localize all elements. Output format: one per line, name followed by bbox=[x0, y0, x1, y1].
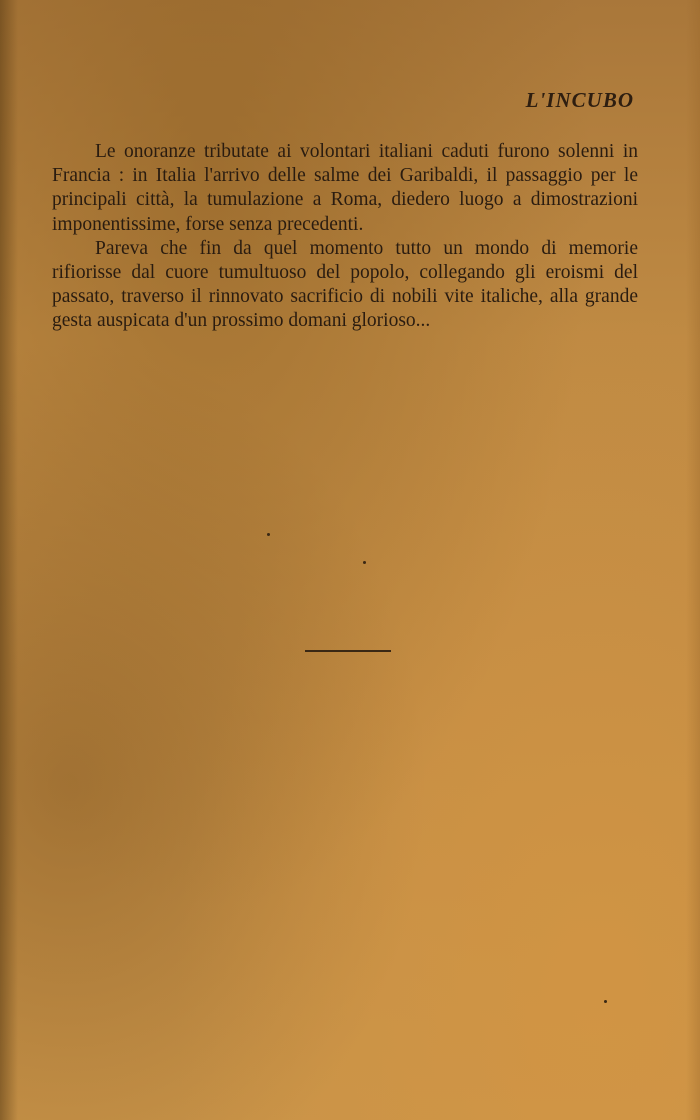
running-head: L'INCUBO bbox=[525, 88, 634, 112]
paragraph-2: Pareva che fin da quel momento tutto un mondo di memorie rifiorisse dal cuore tumultuoso del popolo, collegando gli eroismi del passato, traverso il rinnovato sacrificio di nobili vite italiche, alla grande gesta auspicata d'un prossimo domani glorioso... bbox=[52, 237, 638, 332]
body-text bbox=[52, 140, 638, 334]
ink-speck bbox=[267, 533, 270, 536]
paragraph-1: Le onoranze tributate ai volontari italiani caduti furono solenni in Francia : in Italia l'arrivo delle salme dei Garibaldi, il passaggio per le principali città, la tumulazione a Roma, diedero luogo a dimostrazioni imponentissime, forse senza precedenti. bbox=[52, 141, 638, 235]
section-end-rule bbox=[305, 650, 391, 652]
ink-speck bbox=[363, 561, 366, 564]
ink-speck bbox=[604, 1000, 607, 1003]
page-edge-shadow-left bbox=[0, 0, 18, 1120]
page-edge-shadow-right bbox=[686, 0, 700, 1120]
